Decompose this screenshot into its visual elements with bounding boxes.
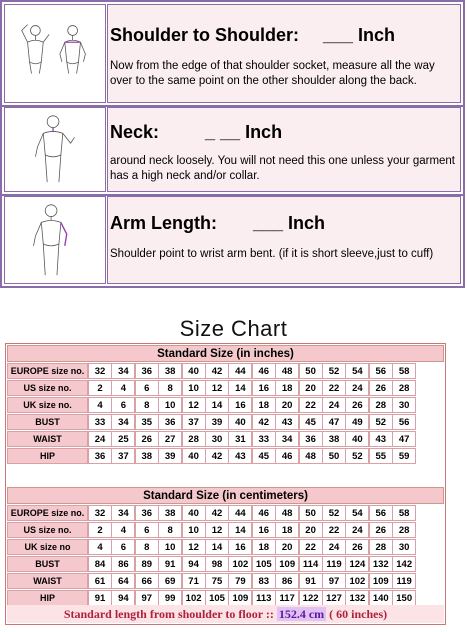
size-cell: 119 [392,573,416,589]
size-cell: 12 [205,380,229,396]
size-cell: 55 [369,448,393,464]
size-cell: 38 [158,505,182,521]
size-cell: 99 [158,590,182,606]
table-row [7,397,444,414]
size-cell: 18 [275,380,299,396]
section-spacer [7,467,444,487]
size-cell: 6 [111,539,135,555]
table-row [7,380,444,397]
size-cell: 26 [369,522,393,538]
size-cell: 40 [228,414,252,430]
neck-blank: _ __ Inch [205,122,283,142]
arm-length-figure-icon [4,196,106,284]
size-cell: 52 [322,363,346,379]
size-cell: 12 [182,539,206,555]
neck-description: around neck loosely. You will not need this one unless your garment has a high neck and/or collar. [110,155,456,182]
size-cell: 22 [322,522,346,538]
size-cell: 20 [275,397,299,413]
size-cell: 91 [299,573,323,589]
size-cell: 119 [322,556,346,572]
size-cell: 6 [135,380,159,396]
size-cell: 28 [392,522,416,538]
size-cell: 86 [275,573,299,589]
size-cell: 24 [345,522,369,538]
size-cell: 26 [345,539,369,555]
size-cell: 38 [135,448,159,464]
size-cell: 16 [228,397,252,413]
size-cell: 50 [322,448,346,464]
size-cell: 36 [88,448,112,464]
size-cell: 24 [345,380,369,396]
size-cell: 39 [205,414,229,430]
size-cell: 38 [322,431,346,447]
size-cell: 48 [275,363,299,379]
size-cell: 109 [369,573,393,589]
table-row [7,448,444,465]
floor-length-prefix: Standard length from shoulder to floor :: [63,607,277,621]
size-cell: 105 [205,590,229,606]
size-cell: 47 [322,414,346,430]
size-cell: 37 [111,448,135,464]
size-cell: 40 [345,431,369,447]
row-label: US size no. [7,522,88,538]
size-cell: 31 [228,431,252,447]
size-cell: 39 [158,448,182,464]
table-row [7,431,444,448]
size-cell: 18 [252,539,276,555]
size-cell: 42 [205,363,229,379]
size-cell: 132 [345,590,369,606]
size-cell: 28 [369,397,393,413]
size-cell: 97 [322,573,346,589]
size-cell: 36 [158,414,182,430]
size-cell: 49 [345,414,369,430]
size-cell: 109 [275,556,299,572]
size-cell: 44 [228,363,252,379]
size-cell: 109 [228,590,252,606]
inches-section-header: Standard Size (in inches) [7,345,444,362]
size-cell: 132 [369,556,393,572]
row-label: EUROPE size no. [7,505,88,521]
size-cell: 46 [252,363,276,379]
size-cell: 75 [205,573,229,589]
floor-length-value: 152.4 cm [278,607,325,621]
arm-title: Arm Length: ___ Inch [110,213,326,233]
table-row [7,505,444,522]
size-cell: 124 [345,556,369,572]
size-cell: 89 [135,556,159,572]
size-cell: 4 [88,539,112,555]
size-cell: 69 [158,573,182,589]
size-chart-title: Size Chart [179,316,288,341]
size-cell: 43 [228,448,252,464]
size-cell: 98 [205,556,229,572]
arm-description: Shoulder point to wrist arm bent. (if it is short sleeve,just to cuff) [110,248,434,260]
size-cell: 56 [369,363,393,379]
size-cell: 52 [369,414,393,430]
size-cell: 36 [135,505,159,521]
size-cell: 28 [369,539,393,555]
size-cell: 150 [392,590,416,606]
size-cell: 26 [135,431,159,447]
row-label: WAIST [7,431,88,447]
arm-text-cell [107,196,461,284]
size-cell: 58 [392,363,416,379]
size-cell: 59 [392,448,416,464]
size-cell: 22 [322,380,346,396]
size-cell: 140 [369,590,393,606]
neck-title: Neck: _ __ Inch [110,122,283,142]
size-cell: 43 [275,414,299,430]
size-cell: 40 [182,363,206,379]
size-cell: 26 [369,380,393,396]
size-cell: 37 [182,414,206,430]
table-row [7,539,444,556]
table-row [7,573,444,590]
size-cell: 8 [135,397,159,413]
size-cell: 52 [322,505,346,521]
size-cell: 4 [88,397,112,413]
size-cell: 46 [252,505,276,521]
size-cell: 54 [345,363,369,379]
shoulder-description: Now from the edge of that shoulder socket, measure all the way over to the same point on the other shoulder along the back. [110,60,435,87]
size-cell: 4 [111,380,135,396]
size-cell: 42 [205,505,229,521]
row-label: HIP [7,448,88,464]
size-cell: 84 [88,556,112,572]
size-cell: 61 [88,573,112,589]
size-cell: 22 [299,397,323,413]
table-row [7,414,444,431]
size-cell: 117 [275,590,299,606]
size-cell: 20 [275,539,299,555]
size-cell: 20 [299,522,323,538]
table-row [7,522,444,539]
row-label: WAIST [7,573,88,589]
size-cell: 6 [111,397,135,413]
size-cell: 34 [111,363,135,379]
size-cell: 2 [88,380,112,396]
size-cell: 113 [252,590,276,606]
size-cell: 43 [369,431,393,447]
centimeters-section-header: Standard Size (in centimeters) [7,487,444,504]
size-cell: 102 [182,590,206,606]
size-cell: 34 [111,505,135,521]
size-cell: 56 [369,505,393,521]
table-row [7,556,444,573]
size-cell: 114 [299,556,323,572]
row-label: BUST [7,556,88,572]
shoulder-text-cell [107,4,461,103]
size-cell: 10 [158,397,182,413]
size-cell: 44 [228,505,252,521]
size-cell: 16 [252,522,276,538]
size-cell: 16 [252,380,276,396]
size-cell: 42 [252,414,276,430]
row-label: BUST [7,414,88,430]
size-cell: 71 [182,573,206,589]
size-cell: 12 [205,522,229,538]
size-cell: 4 [111,522,135,538]
size-cell: 35 [135,414,159,430]
size-cell: 36 [299,431,323,447]
size-cell: 24 [322,397,346,413]
size-cell: 16 [228,539,252,555]
size-cell: 25 [111,431,135,447]
floor-length-suffix: ( 60 inches) [326,607,388,621]
measurement-instructions [0,0,465,288]
size-cell: 122 [299,590,323,606]
size-cell: 34 [111,414,135,430]
size-cell: 42 [205,448,229,464]
size-cell: 30 [392,397,416,413]
size-cell: 47 [392,431,416,447]
size-cell: 22 [299,539,323,555]
size-cell: 86 [111,556,135,572]
measurement-row-neck [2,105,463,196]
size-cell: 97 [135,590,159,606]
row-label: EUROPE size no. [7,363,88,379]
size-cell: 54 [345,505,369,521]
size-cell: 14 [205,539,229,555]
size-cell: 102 [228,556,252,572]
shoulder-title: Shoulder to Shoulder: ___ Inch [110,25,396,45]
size-cell: 33 [88,414,112,430]
size-cell: 27 [158,431,182,447]
size-cell: 10 [182,522,206,538]
neck-figure-icon [4,107,106,192]
size-cell: 102 [345,573,369,589]
size-cell: 18 [252,397,276,413]
size-cell: 94 [111,590,135,606]
measurement-row-arm [2,194,463,286]
size-cell: 94 [182,556,206,572]
row-label: UK size no [7,539,88,555]
size-cell: 45 [252,448,276,464]
size-cell: 91 [158,556,182,572]
size-cell: 79 [228,573,252,589]
size-cell: 30 [392,539,416,555]
size-cell: 32 [88,363,112,379]
size-cell: 48 [275,505,299,521]
size-cell: 40 [182,505,206,521]
size-cell: 20 [299,380,323,396]
size-cell: 66 [135,573,159,589]
size-cell: 142 [392,556,416,572]
floor-length-note [7,605,444,623]
size-cell: 14 [228,522,252,538]
row-label: HIP [7,590,88,606]
size-cell: 46 [275,448,299,464]
neck-text-cell [107,107,461,192]
size-cell: 12 [182,397,206,413]
size-cell: 105 [252,556,276,572]
size-cell: 83 [252,573,276,589]
size-cell: 6 [135,522,159,538]
size-cell: 91 [88,590,112,606]
arm-blank: ___ Inch [253,213,326,233]
size-cell: 40 [182,448,206,464]
size-cell: 8 [135,539,159,555]
size-cell: 50 [299,363,323,379]
size-cell: 28 [182,431,206,447]
size-cell: 127 [322,590,346,606]
size-cell: 34 [275,431,299,447]
size-cell: 33 [252,431,276,447]
size-cell: 2 [88,522,112,538]
size-cell: 28 [392,380,416,396]
row-label: UK size no. [7,397,88,413]
size-cell: 8 [158,522,182,538]
size-cell: 45 [299,414,323,430]
table-row [7,363,444,380]
size-cell: 8 [158,380,182,396]
row-label: US size no. [7,380,88,396]
size-cell: 18 [275,522,299,538]
size-cell: 56 [392,414,416,430]
size-cell: 14 [228,380,252,396]
size-cell: 36 [135,363,159,379]
shoulder-blank: ___ Inch [323,25,396,45]
size-cell: 24 [88,431,112,447]
size-cell: 10 [158,539,182,555]
size-cell: 64 [111,573,135,589]
size-cell: 50 [299,505,323,521]
size-cell: 10 [182,380,206,396]
measurement-row-shoulder [2,2,463,107]
size-cell: 24 [322,539,346,555]
size-cell: 48 [299,448,323,464]
size-cell: 52 [345,448,369,464]
size-cell: 38 [158,363,182,379]
size-cell: 26 [345,397,369,413]
size-cell: 14 [205,397,229,413]
size-cell: 58 [392,505,416,521]
size-cell: 32 [88,505,112,521]
back-shoulder-figure-icon [4,4,106,103]
size-cell: 30 [205,431,229,447]
size-chart-table [5,343,446,625]
